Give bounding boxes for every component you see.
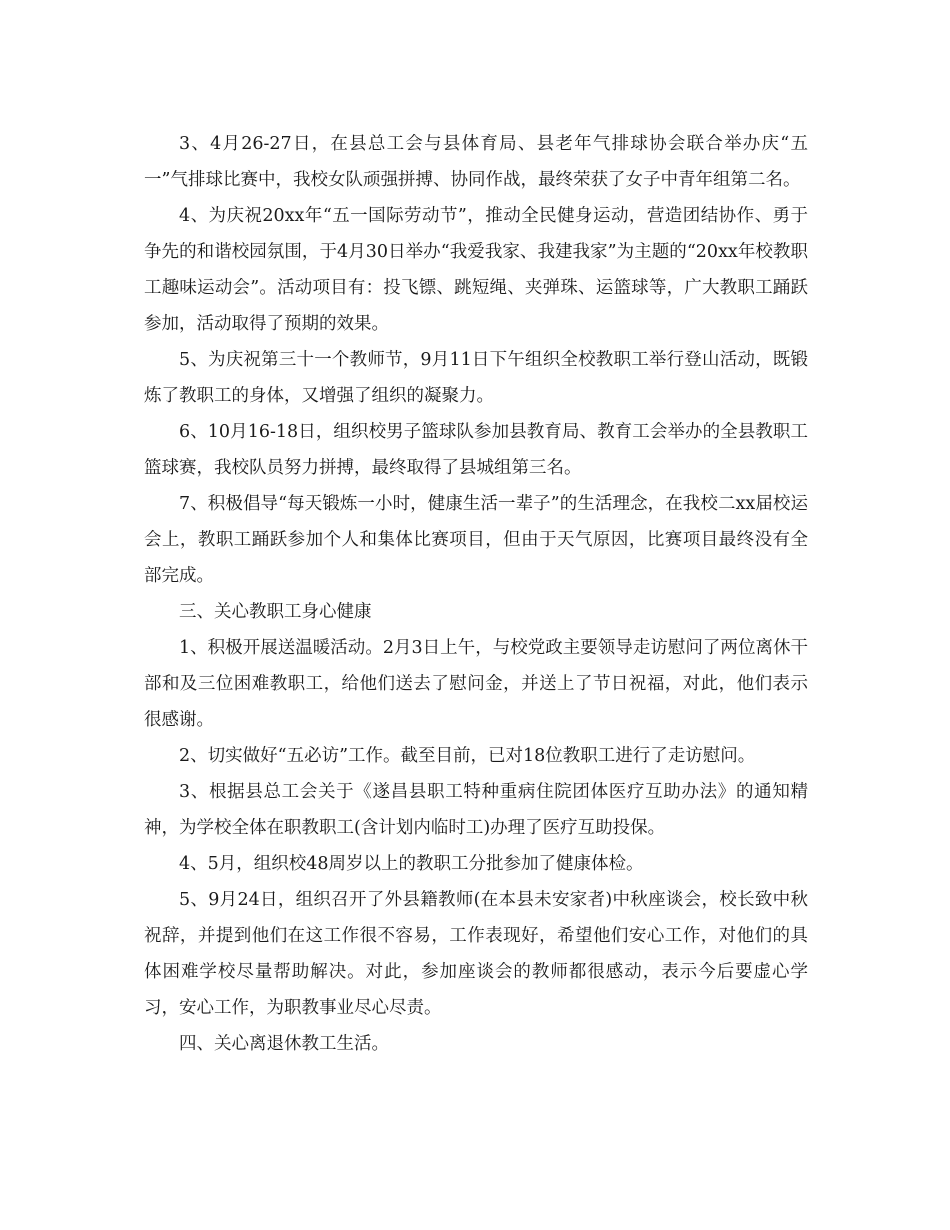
document-body [144, 126, 808, 1062]
paragraph-insurance: 3、根据县总工会关于《遂昌县职工特种重病住院团体医疗互助办法》的通知精神，为学校全体在职教职工(含计划内临时工)办理了医疗互助投保。 [144, 782, 808, 838]
paragraph-checkup: 4、5月，组织校48周岁以上的教职工分批参加了健康体检。 [179, 854, 644, 874]
section-heading-health: 三、关心教职工身心健康 [179, 602, 372, 622]
paragraph-fun-games: 4、为庆祝20xx年“五一国际劳动节”，推动全民健身运动，营造团结协作、勇于争先的和谐校园氛围，于4月30日举办“我爱我家、我建我家”为主题的“20xx年校教职工趣味运动会”。活动项目有：投飞镖、跳短绳、夹弹珠、运篮球等，广大教职工踊跃参加，活动取得了预期的效果。 [144, 206, 808, 334]
paragraph-exercise: 7、积极倡导“每天锻炼一小时，健康生活一辈子”的生活理念，在我校二xx届校运会上，教职工踊跃参加个人和集体比赛项目，但由于天气原因，比赛项目最终没有全部完成。 [144, 494, 808, 586]
paragraph-teachers-day: 5、为庆祝第三十一个教师节，9月11日下午组织全校教职工举行登山活动，既锻炼了教职工的身体，又增强了组织的凝聚力。 [144, 350, 808, 406]
paragraph-basketball: 6、10月16-18日，组织校男子篮球队参加县教育局、教育工会举办的全县教职工篮球赛，我校队员努力拼搏，最终取得了县城组第三名。 [144, 422, 808, 478]
section-heading-retirees: 四、关心离退休教工生活。 [179, 1034, 389, 1054]
paragraph-volleyball: 3、4月26-27日，在县总工会与县体育局、县老年气排球协会联合举办庆“五一”气排球比赛中，我校女队顽强拼搏、协同作战，最终荣获了女子中青年组第二名。 [144, 134, 808, 190]
paragraph-visits: 2、切实做好“五必访”工作。截至目前，已对18位教职工进行了走访慰问。 [179, 746, 756, 766]
paragraph-warmth: 1、积极开展送温暖活动。2月3日上午，与校党政主要领导走访慰问了两位离休干部和及三位困难教职工，给他们送去了慰问金，并送上了节日祝福，对此，他们表示很感谢。 [144, 638, 808, 730]
paragraph-symposium: 5、9月24日，组织召开了外县籍教师(在本县未安家者)中秋座谈会，校长致中秋祝辞，并提到他们在这工作很不容易，工作表现好，希望他们安心工作，对他们的具体困难学校尽量帮助解决。对此，参加座谈会的教师都很感动，表示今后要虚心学习，安心工作，为职教事业尽心尽责。 [144, 890, 808, 1018]
